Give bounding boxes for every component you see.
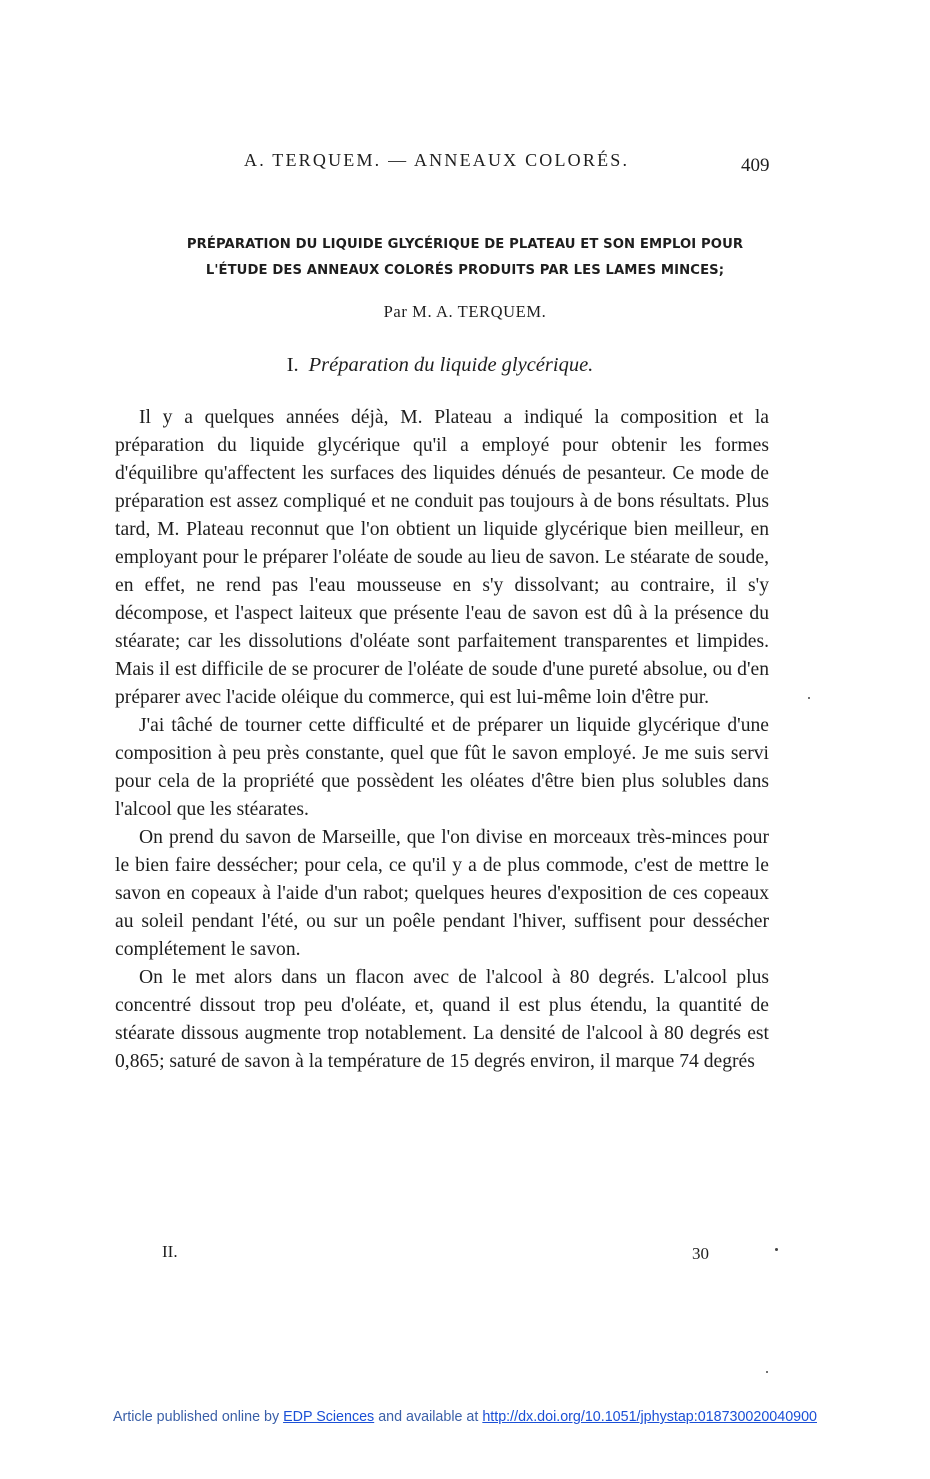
running-title: A. TERQUEM. — ANNEAUX COLORÉS.	[244, 150, 630, 170]
section-title: Préparation du liquide glycérique.	[308, 354, 594, 376]
signature-mark-right: 30	[692, 1244, 709, 1263]
signature-mark-left: II.	[162, 1242, 178, 1261]
paper-title-line-2: L'ÉTUDE DES ANNEAUX COLORÉS PRODUITS PAR LES LAMES MINCES;	[205, 263, 725, 278]
paragraph-3: On prend du savon de Marseille, que l'on divise en morceaux très-minces pour le bien faire dessécher; pour cela, ce qu'il y a de plus commode, c'est de mettre le savon en copeaux à l'aide d'un rabot; quelques heures d'exposition de ces copeaux au soleil pendant l'été, ou sur un poêle pendant l'hiver, suffisent pour dessécher complétement le savon.	[115, 827, 769, 960]
section-number: I.	[286, 354, 299, 376]
paper-title	[110, 232, 820, 284]
scan-speck	[775, 1248, 778, 1251]
notice-middle: and available at	[378, 1409, 479, 1425]
doi-link[interactable]: http://dx.doi.org/10.1051/jphystap:018730020040900	[482, 1409, 817, 1425]
section-heading	[0, 354, 880, 377]
scan-speck	[808, 697, 810, 699]
publisher-link[interactable]: EDP Sciences	[283, 1409, 375, 1425]
page-number: 409	[741, 155, 770, 176]
scan-speck	[766, 1371, 768, 1373]
paper-title-line-1: PRÉPARATION DU LIQUIDE GLYCÉRIQUE DE PLATEAU ET SON EMPLOI POUR	[186, 237, 744, 252]
author-byline: Par M. A. TERQUEM.	[383, 302, 547, 321]
running-head	[0, 150, 930, 176]
publication-notice	[0, 1409, 930, 1425]
paragraph-4: On le met alors dans un flacon avec de l'alcool à 80 degrés. L'alcool plus concentré dissout trop peu d'oléate, et, quand il est plus étendu, la quantité de stéarate dissous augmente trop notablement. La densité de l'alcool à 80 degrés est 0,865; saturé de savon à la température de 15 degrés environ, il marque 74 degrés	[115, 967, 769, 1072]
paragraph-1: Il y a quelques années déjà, M. Plateau a indiqué la composition et la préparation du liquide glycérique qu'il a employé pour obtenir les formes d'équilibre qu'affectent les surfaces des liquides dénués de pesanteur. Ce mode de préparation est assez compliqué et ne conduit pas toujours à de bons résultats. Plus tard, M. Plateau reconnut que l'on obtient un liquide glycérique bien meilleur, en employant pour le préparer l'oléate de soude au lieu de savon. Le stéarate de soude, en effet, ne rend pas l'eau mousseuse en s'y dissolvant; au contraire, il s'y décompose, et l'aspect laiteux que présente l'eau de savon est dû à la présence du stéarate; car les dissolutions d'oléate sont parfaitement transparentes et limpides. Mais il est difficile de se procurer de l'oléate de soude d'une pureté absolue, ou d'en préparer avec l'acide oléique du commerce, qui est lui-même loin d'être pur.	[115, 407, 769, 708]
notice-prefix: Article published online by	[112, 1409, 280, 1425]
body-text	[115, 404, 769, 1076]
paragraph-2: J'ai tâché de tourner cette difficulté et de préparer un liquide glycérique d'une composition à peu près constante, quel que fût le savon employé. Je me suis servi pour cela de la propriété que possèdent les oléates d'être bien plus solubles dans l'alcool que les stéarates.	[115, 715, 769, 820]
